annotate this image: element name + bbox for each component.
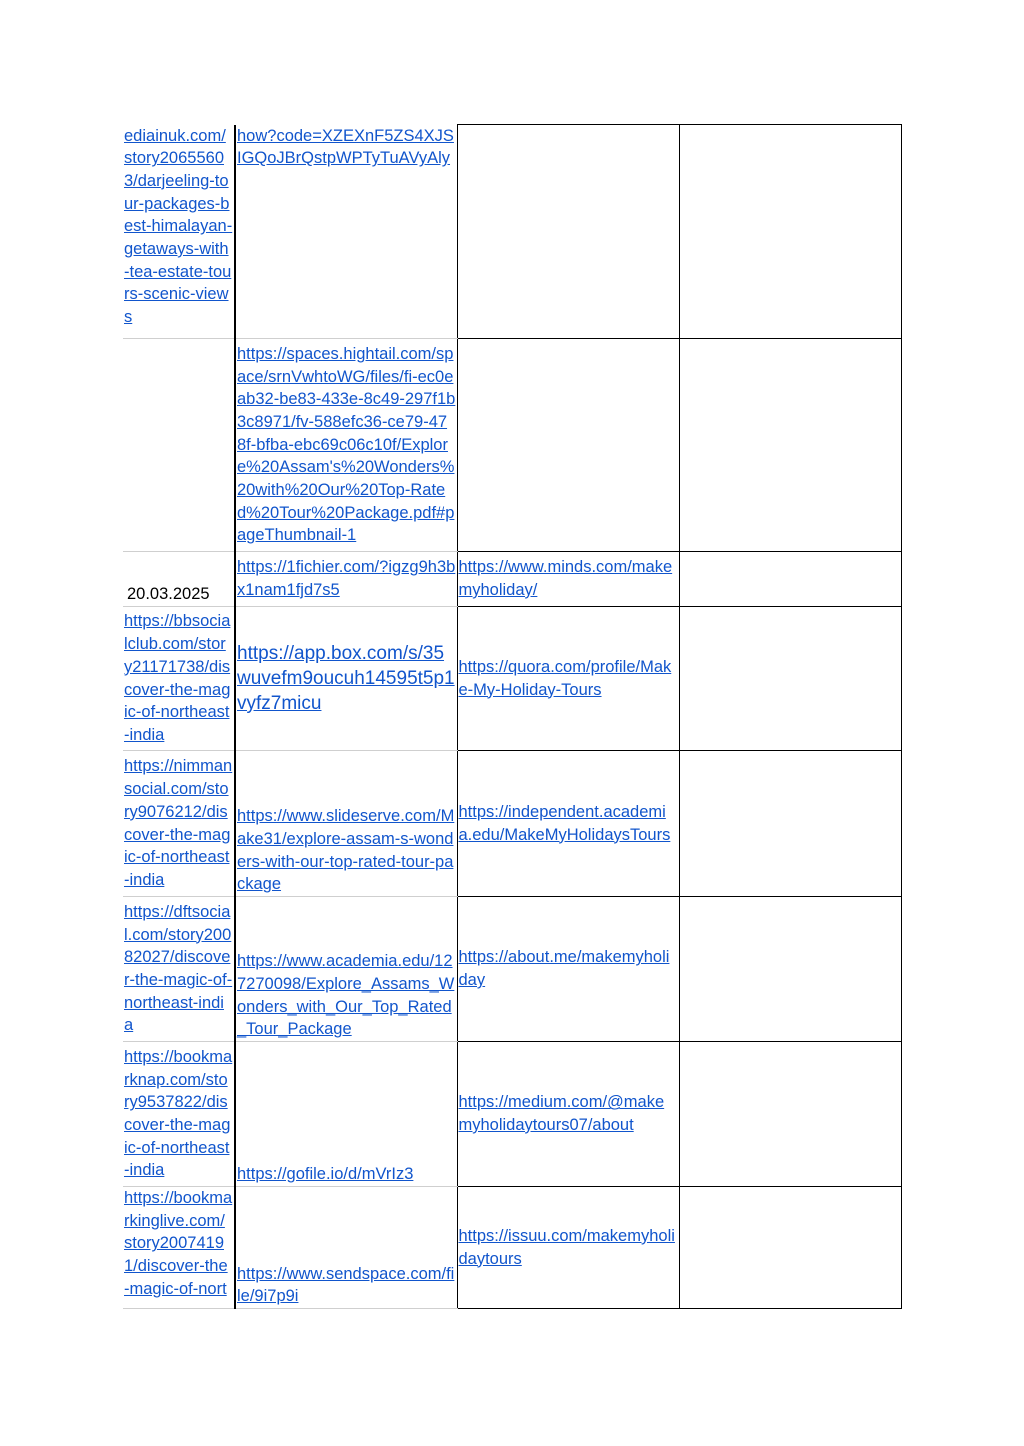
link[interactable]: https://gofile.io/d/mVrIz3: [237, 1165, 414, 1184]
table-row: [123, 339, 901, 552]
links-table: [123, 124, 902, 1309]
cell: [457, 1042, 679, 1187]
link[interactable]: https://bookmarkinglive.com/story20074191/discover-the-magic-of-nort: [124, 1189, 233, 1298]
cell: [679, 339, 901, 552]
cell: [679, 897, 901, 1042]
link[interactable]: https://issuu.com/makemyholidaytours: [458, 1226, 675, 1268]
table-row: [123, 607, 901, 751]
link[interactable]: https://www.minds.com/makemyholiday/: [458, 558, 673, 599]
cell: [457, 897, 679, 1042]
cell: [235, 897, 457, 1042]
table-row: [123, 1042, 901, 1187]
cell: [235, 1187, 457, 1309]
link[interactable]: https://1fichier.com/?igzg9h3bx1nam1fjd7s5: [237, 558, 456, 599]
cell: [123, 125, 235, 339]
cell: [235, 339, 457, 552]
link[interactable]: https://www.slideserve.com/Make31/explore-assam-s-wonders-with-our-top-rated-tour-package: [237, 807, 455, 894]
cell: [123, 897, 235, 1042]
cell: [679, 1187, 901, 1309]
cell: [457, 552, 679, 607]
cell: [123, 1187, 235, 1309]
table-row: [123, 751, 901, 897]
table-row: [123, 897, 901, 1042]
cell: [235, 751, 457, 897]
cell: [457, 125, 679, 339]
table-row: [123, 1187, 901, 1309]
cell: [235, 607, 457, 751]
link[interactable]: ediainuk.com/story20655603/darjeeling-tour-packages-best-himalayan-getaways-with-tea-estate-tours-scenic-views: [124, 126, 233, 327]
link[interactable]: https://independent.academia.edu/MakeMyHolidaysTours: [458, 802, 671, 844]
cell: [679, 1042, 901, 1187]
link[interactable]: https://quora.com/profile/Make-My-Holiday-Tours: [458, 657, 672, 699]
link[interactable]: https://app.box.com/s/35wuvefm9oucuh14595t5p1vyfz7micu: [237, 643, 455, 714]
link[interactable]: https://bbsocialclub.com/story21171738/discover-the-magic-of-northeast-india: [124, 612, 231, 744]
link[interactable]: how?code=XZEXnF5ZS4XJSIGQoJBrQstpWPTyTuAVyAly: [237, 126, 454, 168]
link[interactable]: https://www.academia.edu/127270098/Explore_Assams_Wonders_with_Our_Top_Rated_Tour_Package: [237, 952, 455, 1039]
cell: [679, 125, 901, 339]
link[interactable]: https://medium.com/@makemyholidaytours07/about: [458, 1093, 665, 1134]
link[interactable]: https://dftsocial.com/story20082027/discover-the-magic-of-northeast-india: [124, 902, 233, 1035]
cell: [457, 751, 679, 897]
link[interactable]: https://www.sendspace.com/file/9i7p9i: [237, 1264, 455, 1306]
table-row: [123, 125, 901, 339]
link[interactable]: https://nimmansocial.com/story9076212/discover-the-magic-of-northeast-india: [124, 757, 233, 889]
cell: [235, 552, 457, 607]
cell: [235, 1042, 457, 1187]
cell: [679, 751, 901, 897]
cell: [123, 751, 235, 897]
date-cell: 20.03.2025: [123, 552, 235, 607]
link[interactable]: https://about.me/makemyholiday: [458, 948, 670, 989]
cell: [679, 552, 901, 607]
cell: [679, 607, 901, 751]
cell: [235, 125, 457, 339]
cell: [123, 1042, 235, 1187]
cell: [457, 339, 679, 552]
table-row: [123, 552, 901, 607]
cell: [123, 339, 235, 552]
link[interactable]: https://bookmarknap.com/story9537822/discover-the-magic-of-northeast-india: [124, 1047, 233, 1180]
cell: [457, 1187, 679, 1309]
cell: [457, 607, 679, 751]
link[interactable]: https://spaces.hightail.com/space/srnVwhtoWG/files/fi-ec0eab32-be83-433e-8c49-297f1b3c8971/fv-588efc36-ce79-478f-bfba-ebc69c06c10f/Explore%20Assam's%20Wonders%20with%20Our%20Top-Rated%20Tour%20Package.pdf#pageThumbnail-1: [237, 344, 456, 545]
cell: [123, 607, 235, 751]
